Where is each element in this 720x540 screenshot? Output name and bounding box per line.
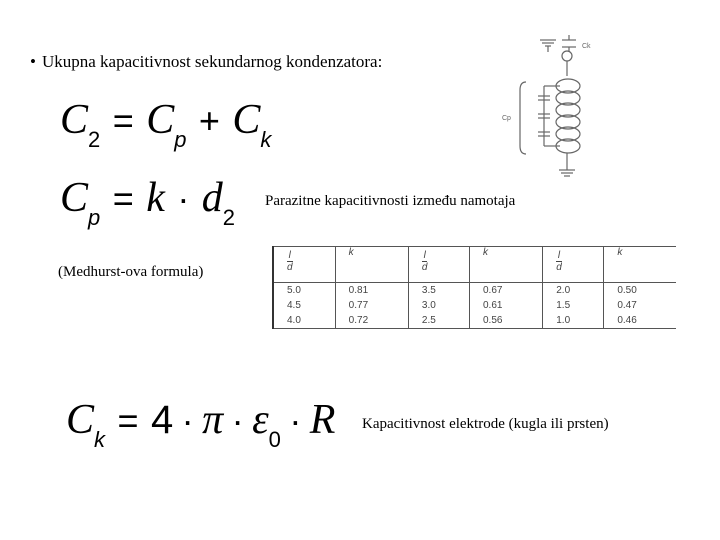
bullet-text: Ukupna kapacitivnost sekundarnog kondenzatora:	[41, 52, 383, 71]
table	[272, 246, 676, 329]
formula1-lhs: C	[60, 97, 89, 143]
formula2-d-sub: 2	[222, 205, 236, 230]
formula2-lhs: C	[60, 175, 89, 221]
formula3-dot2: ·	[231, 400, 244, 441]
formula2-dot: ·	[177, 178, 190, 219]
table-cell: 0.47	[604, 298, 676, 313]
table-cell: 4.0	[273, 313, 335, 329]
header-cell: $\frac{l}{d}$	[408, 247, 469, 283]
table-row	[273, 298, 676, 313]
k-coefficient-table	[272, 246, 676, 342]
table-cell: 2.5	[408, 313, 469, 329]
formula1-plus: +	[198, 100, 220, 141]
bullet-heading	[30, 52, 382, 72]
table-cell: 3.5	[408, 283, 469, 299]
formula3-epsilon-sub: 0	[268, 427, 281, 452]
formula1-term2-sub: k	[260, 127, 272, 152]
formula1-lhs-sub: 2	[88, 127, 101, 152]
header-cell: $\frac{l}{d}$	[543, 247, 604, 283]
formula1-term2: C	[232, 97, 261, 143]
formula-c2-total	[60, 96, 272, 152]
header-cell: $\frac{l}{d}$	[273, 247, 335, 283]
formula2-k: k	[146, 175, 165, 221]
header-cell: k	[604, 247, 676, 283]
cp-label: Cp	[502, 115, 511, 122]
table-cell: 5.0	[273, 283, 335, 299]
formula1-term1-sub: p	[174, 127, 187, 152]
formula3-four: 4	[150, 398, 174, 442]
formula3-dot1: ·	[181, 400, 194, 441]
table-cell: 0.77	[335, 298, 408, 313]
header-cell: k	[470, 247, 543, 283]
table-cell: 4.5	[273, 298, 335, 313]
table-header-row	[273, 247, 676, 283]
formula2-equals: =	[112, 178, 134, 219]
formula3-equals: =	[117, 400, 139, 441]
table-row	[273, 313, 676, 329]
bullet-symbol: •	[30, 52, 36, 71]
table-row	[273, 283, 676, 299]
table-cell: 0.46	[604, 313, 676, 329]
formula3-lhs-sub: k	[94, 427, 106, 452]
formula-ck	[66, 396, 336, 452]
formula3-dot3: ·	[289, 400, 302, 441]
coil-capacitance-diagram	[500, 34, 610, 184]
note-medhurst: (Medhurst-ova formula)	[58, 264, 204, 280]
formula3-pi: π	[202, 397, 224, 443]
note-parasitic: Parazitne kapacitivnosti između namotaja	[265, 193, 516, 209]
formula2-lhs-sub: p	[88, 205, 101, 230]
formula3-epsilon: ε	[252, 397, 269, 443]
table-cell: 1.5	[543, 298, 604, 313]
cp-brace	[520, 82, 526, 154]
table-cell: 0.56	[470, 313, 543, 329]
table-cell: 0.72	[335, 313, 408, 329]
table-cell: 2.0	[543, 283, 604, 299]
formula1-equals: =	[112, 100, 134, 141]
note-electrode: Kapacitivnost elektrode (kugla ili prsten)	[362, 416, 609, 432]
formula1-term1: C	[146, 97, 175, 143]
formula2-d: d	[201, 175, 223, 221]
formula-cp	[60, 174, 236, 230]
ck-label: Ck	[582, 43, 591, 50]
table-cell: 3.0	[408, 298, 469, 313]
table-cell: 0.81	[335, 283, 408, 299]
table-cell: 0.50	[604, 283, 676, 299]
table-cell: 1.0	[543, 313, 604, 329]
table-cell: 0.67	[470, 283, 543, 299]
formula3-lhs: C	[66, 397, 95, 443]
formula3-r: R	[309, 397, 336, 443]
terminal-node	[562, 51, 572, 61]
header-cell: k	[335, 247, 408, 283]
table-cell: 0.61	[470, 298, 543, 313]
